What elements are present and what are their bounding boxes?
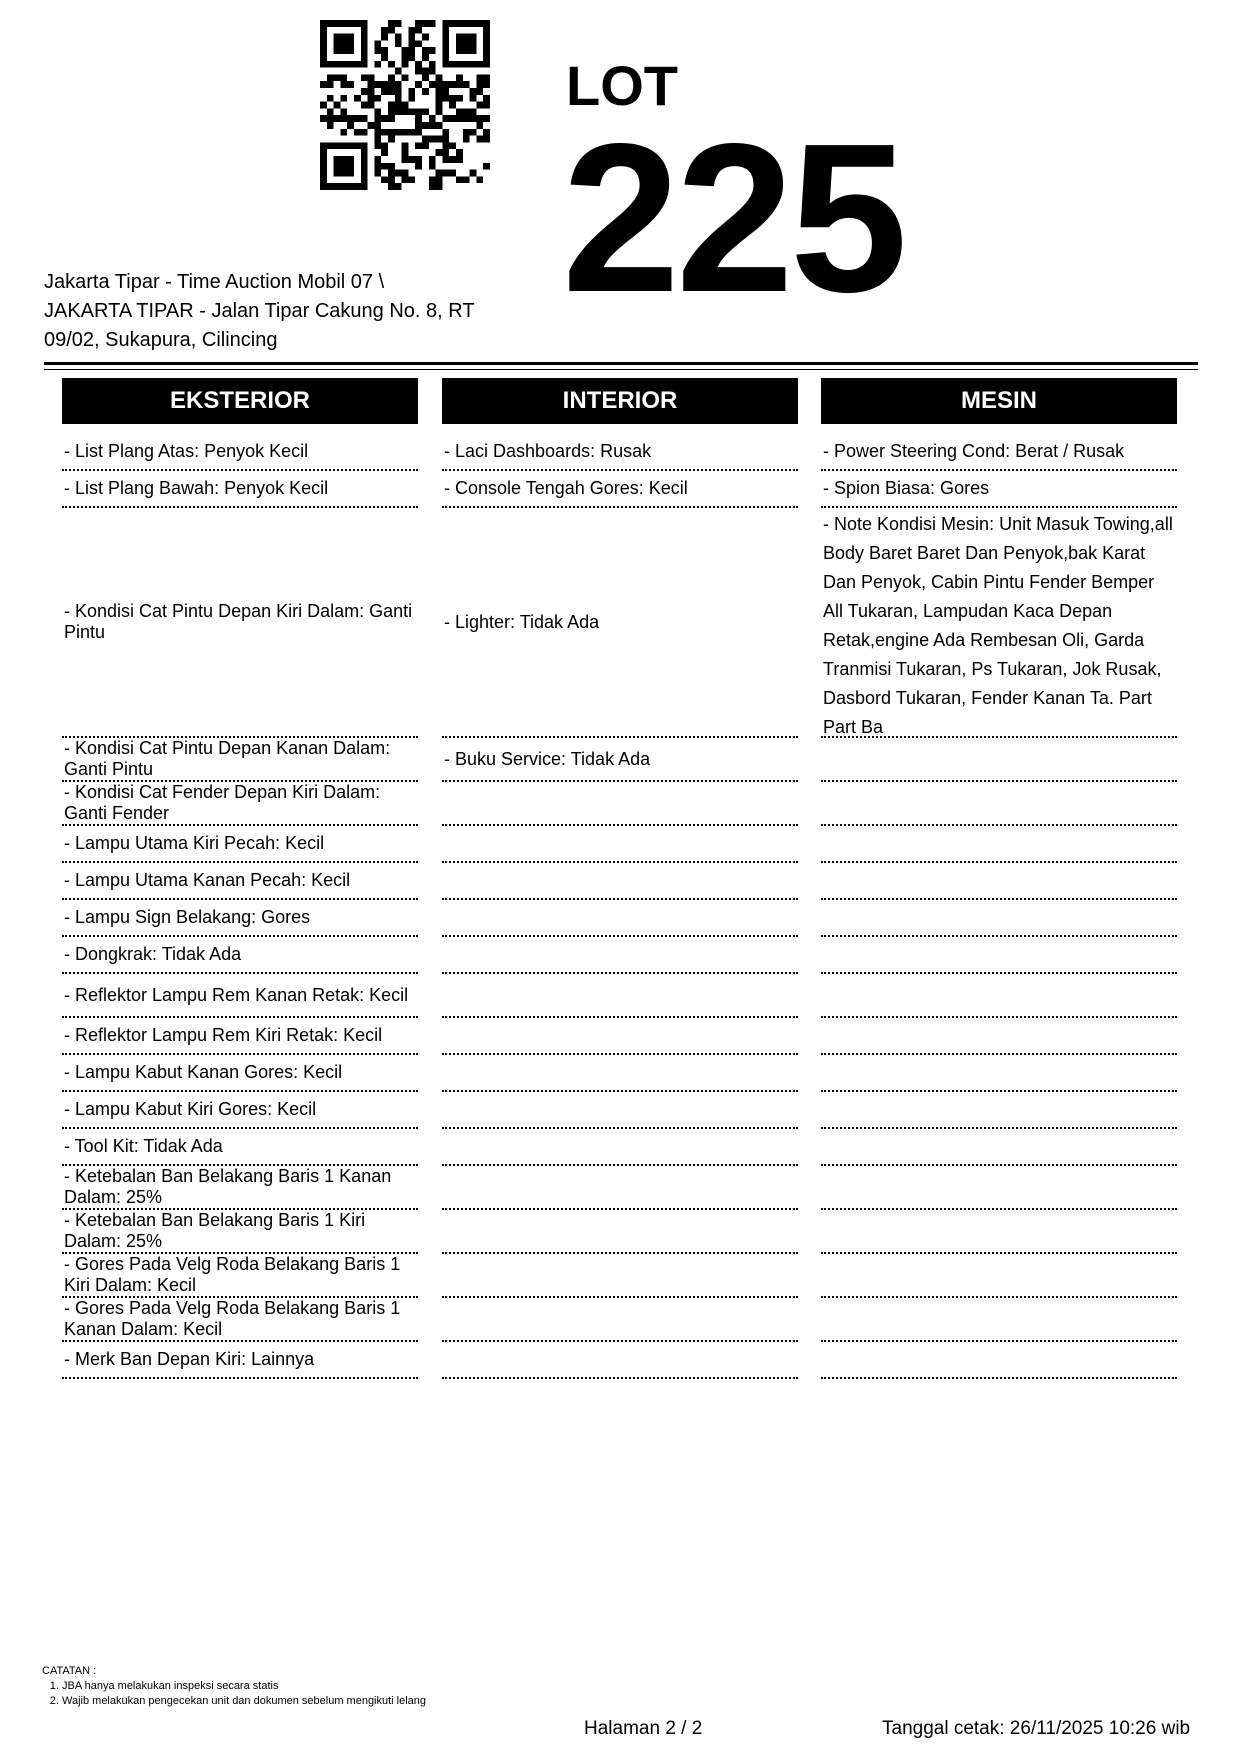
header-divider-thin xyxy=(44,369,1198,370)
mesin-heading: MESIN xyxy=(821,378,1177,424)
location-line: 09/02, Sukapura, Cilincing xyxy=(44,329,278,351)
header-divider xyxy=(44,362,1198,365)
mesin-row xyxy=(821,738,1177,782)
eksterior-item-text: - List Plang Atas: Penyok Kecil xyxy=(64,441,309,461)
eksterior-item-text: - Kondisi Cat Pintu Depan Kanan Dalam: Ganti Pintu xyxy=(64,738,391,779)
eksterior-item-text: - Kondisi Cat Fender Depan Kiri Dalam: Ganti Fender xyxy=(64,782,381,823)
interior-heading: INTERIOR xyxy=(442,378,798,424)
interior-row xyxy=(442,782,798,826)
eksterior-column xyxy=(62,378,418,1379)
eksterior-row xyxy=(62,1298,418,1342)
eksterior-item-text: - Ketebalan Ban Belakang Baris 1 Kanan Dalam: 25% xyxy=(64,1166,392,1207)
notes-section xyxy=(42,1664,426,1709)
mesin-row xyxy=(821,937,1177,974)
interior-row xyxy=(442,1166,798,1210)
eksterior-row xyxy=(62,508,418,738)
interior-row xyxy=(442,974,798,1018)
note-item: 2. Wajib melakukan pengecekan unit dan dokumen sebelum mengikuti lelang xyxy=(62,1694,426,1709)
mesin-item-text: - Spion Biasa: Gores xyxy=(823,478,990,498)
interior-row xyxy=(442,1342,798,1379)
eksterior-item-text: - Gores Pada Velg Roda Belakang Baris 1 Kanan Dalam: Kecil xyxy=(64,1298,401,1339)
mesin-row xyxy=(821,1298,1177,1342)
location-line: JAKARTA TIPAR - Jalan Tipar Cakung No. 8, RT xyxy=(44,300,475,322)
eksterior-row xyxy=(62,974,418,1018)
eksterior-item-text: - List Plang Bawah: Penyok Kecil xyxy=(64,478,329,498)
mesin-column xyxy=(821,378,1177,1379)
interior-row xyxy=(442,1092,798,1129)
eksterior-row xyxy=(62,900,418,937)
mesin-row xyxy=(821,782,1177,826)
eksterior-item-text: - Merk Ban Depan Kiri: Lainnya xyxy=(64,1349,315,1369)
print-date: Tanggal cetak: 26/11/2025 10:26 wib xyxy=(882,1718,1191,1739)
eksterior-row xyxy=(62,471,418,508)
interior-row xyxy=(442,471,798,508)
eksterior-row xyxy=(62,434,418,471)
mesin-row xyxy=(821,826,1177,863)
interior-row xyxy=(442,1055,798,1092)
interior-row xyxy=(442,1298,798,1342)
eksterior-row xyxy=(62,1018,418,1055)
qr-code xyxy=(320,20,490,190)
mesin-item-text: - Power Steering Cond: Berat / Rusak xyxy=(823,441,1125,461)
eksterior-row xyxy=(62,1210,418,1254)
mesin-row xyxy=(821,1018,1177,1055)
mesin-row xyxy=(821,1129,1177,1166)
interior-row xyxy=(442,508,798,738)
mesin-row xyxy=(821,508,1177,738)
mesin-row xyxy=(821,434,1177,471)
mesin-row xyxy=(821,1055,1177,1092)
interior-item-text: - Console Tengah Gores: Kecil xyxy=(444,478,688,498)
interior-row xyxy=(442,863,798,900)
eksterior-row xyxy=(62,937,418,974)
mesin-row xyxy=(821,863,1177,900)
eksterior-row xyxy=(62,1166,418,1210)
interior-item-text: - Buku Service: Tidak Ada xyxy=(444,748,651,769)
mesin-row xyxy=(821,1166,1177,1210)
interior-row xyxy=(442,1129,798,1166)
mesin-row xyxy=(821,974,1177,1018)
eksterior-row xyxy=(62,1129,418,1166)
mesin-row xyxy=(821,1210,1177,1254)
location-line: Jakarta Tipar - Time Auction Mobil 07 \ xyxy=(44,271,385,293)
auction-location xyxy=(44,268,514,355)
eksterior-row xyxy=(62,782,418,826)
eksterior-item-text: - Lampu Kabut Kanan Gores: Kecil xyxy=(64,1062,343,1082)
interior-column xyxy=(442,378,798,1379)
eksterior-row xyxy=(62,826,418,863)
interior-row xyxy=(442,1210,798,1254)
eksterior-row xyxy=(62,1254,418,1298)
eksterior-row xyxy=(62,738,418,782)
interior-row xyxy=(442,826,798,863)
eksterior-item-text: - Reflektor Lampu Rem Kanan Retak: Kecil xyxy=(64,984,409,1005)
eksterior-item-text: - Lampu Utama Kanan Pecah: Kecil xyxy=(64,870,351,890)
interior-row xyxy=(442,738,798,782)
note-item: 1. JBA hanya melakukan inspeksi secara statis xyxy=(62,1679,426,1694)
notes-title: CATATAN : xyxy=(42,1665,97,1677)
eksterior-item-text: - Reflektor Lampu Rem Kiri Retak: Kecil xyxy=(64,1025,383,1045)
lot-label: LOT xyxy=(566,54,678,117)
mesin-item-text: - Note Kondisi Mesin: Unit Masuk Towing,all Body Baret Baret Dan Penyok,bak Karat Dan Penyok, Cabin Pintu Fender Bemper All Tukaran, Lampudan Kaca Depan Retak,engine Ada Rembesan Oli, Garda Tranmisi Tukaran, Ps Tukaran, Jok Rusak, Dasbord Tukaran, Fender Kanan Ta. Part Part Ba xyxy=(823,514,1173,737)
interior-row xyxy=(442,937,798,974)
eksterior-item-text: - Gores Pada Velg Roda Belakang Baris 1 Kiri Dalam: Kecil xyxy=(64,1254,401,1295)
interior-row xyxy=(442,434,798,471)
eksterior-item-text: - Kondisi Cat Pintu Depan Kiri Dalam: Ganti Pintu xyxy=(64,601,413,642)
eksterior-item-text: - Lampu Utama Kiri Pecah: Kecil xyxy=(64,833,325,853)
page-number: Halaman 2 / 2 xyxy=(584,1718,703,1739)
mesin-row xyxy=(821,1254,1177,1298)
eksterior-row xyxy=(62,1092,418,1129)
eksterior-row xyxy=(62,863,418,900)
eksterior-row xyxy=(62,1055,418,1092)
lot-number: 225 xyxy=(562,99,904,336)
mesin-row xyxy=(821,900,1177,937)
interior-row xyxy=(442,1018,798,1055)
interior-row xyxy=(442,900,798,937)
eksterior-heading: EKSTERIOR xyxy=(62,378,418,424)
interior-item-text: - Lighter: Tidak Ada xyxy=(444,611,600,632)
interior-item-text: - Laci Dashboards: Rusak xyxy=(444,441,652,461)
eksterior-row xyxy=(62,1342,418,1379)
eksterior-item-text: - Tool Kit: Tidak Ada xyxy=(64,1136,223,1156)
eksterior-item-text: - Lampu Sign Belakang: Gores xyxy=(64,907,311,927)
eksterior-item-text: - Dongkrak: Tidak Ada xyxy=(64,944,242,964)
mesin-row xyxy=(821,1342,1177,1379)
mesin-row xyxy=(821,471,1177,508)
mesin-row xyxy=(821,1092,1177,1129)
interior-row xyxy=(442,1254,798,1298)
eksterior-item-text: - Ketebalan Ban Belakang Baris 1 Kiri Dalam: 25% xyxy=(64,1210,366,1251)
eksterior-item-text: - Lampu Kabut Kiri Gores: Kecil xyxy=(64,1099,317,1119)
